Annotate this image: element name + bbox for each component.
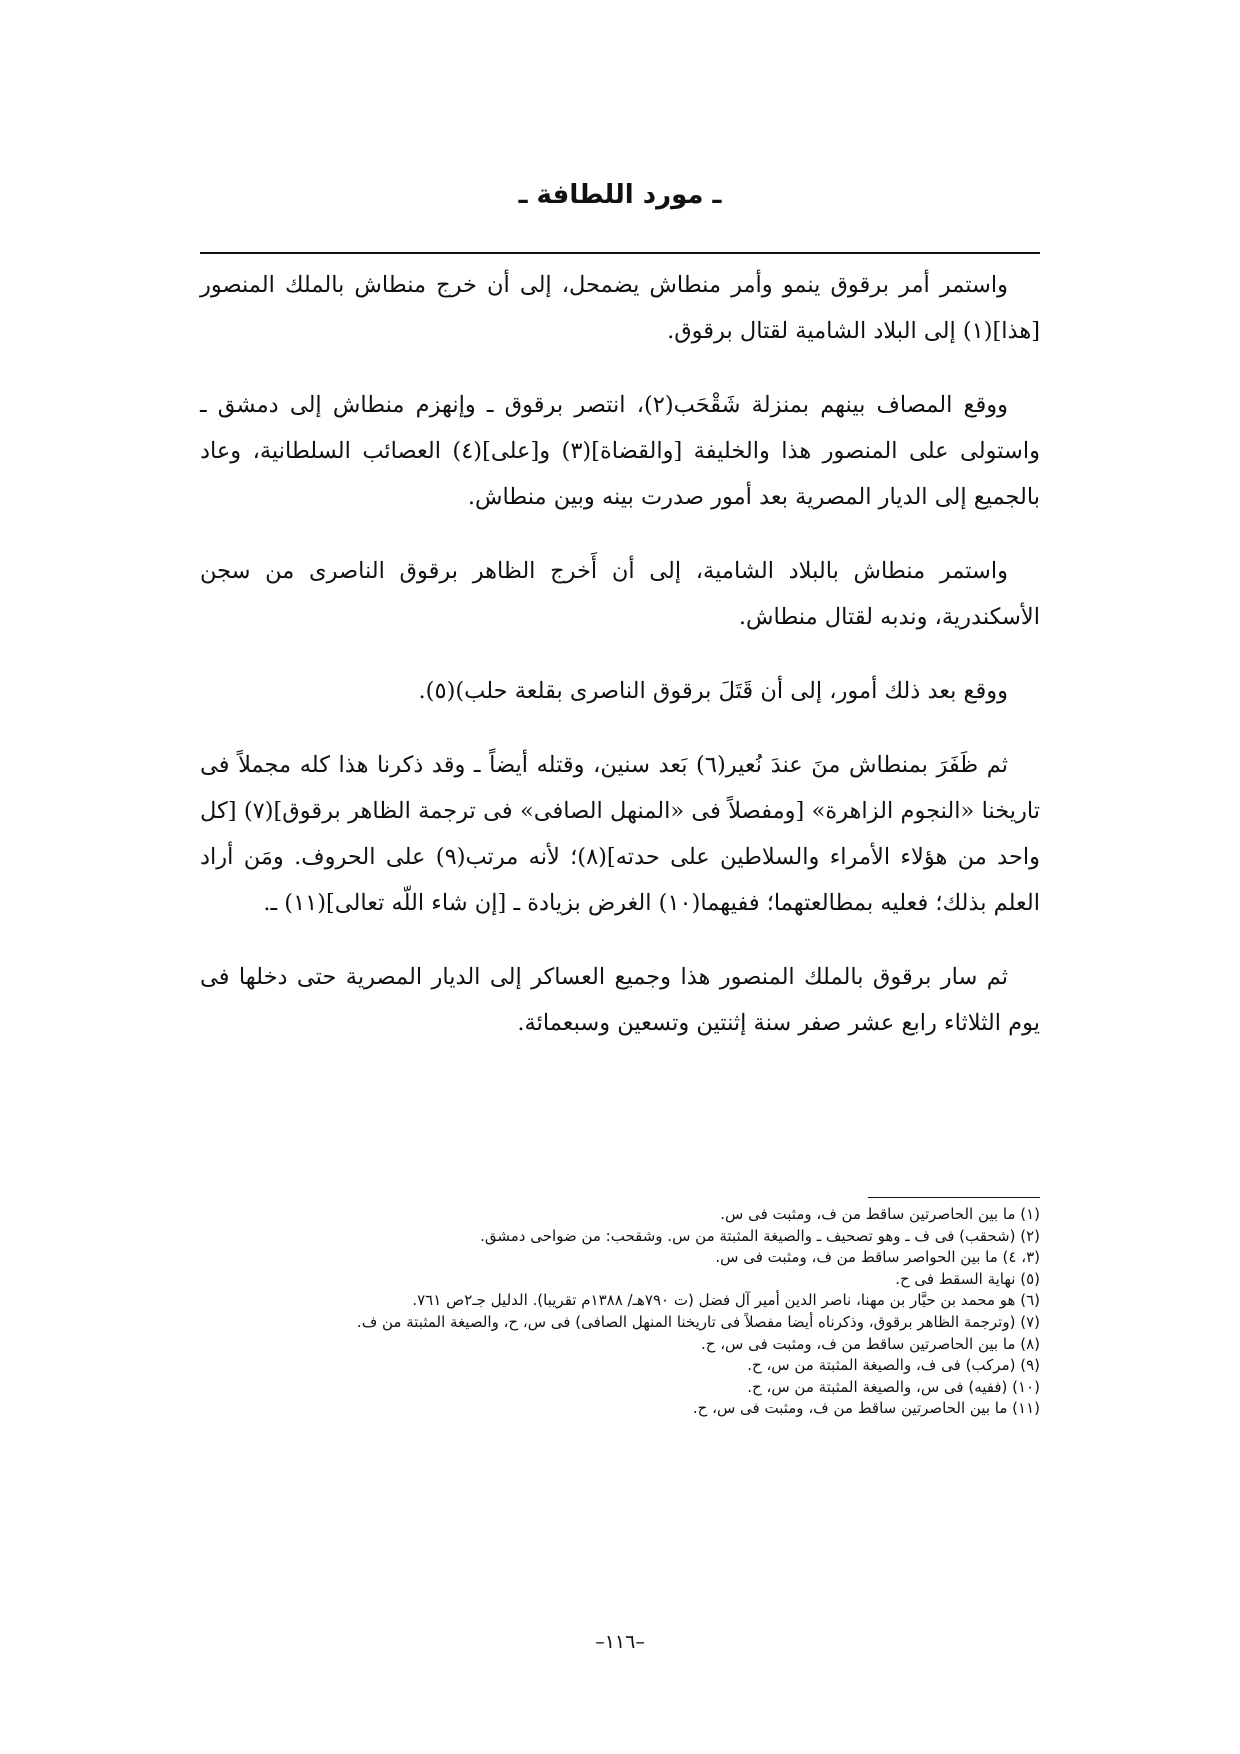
main-text: [200, 262, 1040, 1074]
footnote: (٨) ما بين الحاصرتين ساقط من ف، ومثبت فى س، ح.: [700, 1334, 1040, 1353]
footnote: (٥) نهاية السقط فى ح.: [895, 1269, 1040, 1288]
header-rule: [200, 252, 1040, 254]
paragraph: ووقع بعد ذلك أمور، إلى أن قَتَلَ برقوق الناصرى بقلعة حلب)(٥).: [418, 678, 1008, 704]
paragraph: واستمر أمر برقوق ينمو وأمر منطاش يضمحل، إلى أن خرج منطاش بالملك المنصور [هذا](١) إلى البلاد الشامية لقتال برقوق.: [200, 272, 1040, 344]
paragraph: ثم ظَفَرَ بمنطاش منَ عندَ نُعير(٦) بَعد سنين، وقتله أيضاً ـ وقد ذكرنا هذا كله مجملاً فى تاريخنا «النجوم الزاهرة» [ومفصلاً فى «المنهل الصافى» فى ترجمة الظاهر برقوق](٧) [كل واحد من هؤلاء الأمراء والسلاطين على حدته](٨)؛ لأنه مرتب(٩) على الحروف. ومَن أراد العلم بذلك؛ فعليه بمطالعتهما؛ ففيهما(١٠) الغرض بزيادة ـ [إن شاء اللّه تعالى](١١) ـ.: [200, 752, 1041, 916]
footnote: (٩) (مركب) فى ف، والصيغة المثبتة من س، ح.: [747, 1356, 1040, 1375]
paragraph: ثم سار برقوق بالملك المنصور هذا وجميع العساكر إلى الديار المصرية حتى دخلها فى يوم الثلاثاء رابع عشر صفر سنة إثنتين وتسعين وسبعمائة.: [200, 964, 1040, 1036]
footnote: (٦) هو محمد بن حيَّار بن مهنا، ناصر الدين أمير آل فضل (ت ٧٩٠هـ/ ١٣٨٨م تقريبا). الدليل جـ٢ص ٧٦١.: [412, 1291, 1040, 1310]
footnote: (١٠) (ففيه) فى س، والصيغة المثبتة من س، ح.: [747, 1377, 1040, 1396]
paragraph: ووقع المصاف بينهم بمنزلة شَقْحَب(٢)، انتصر برقوق ـ وإنهزم منطاش إلى دمشق ـ واستولى على المنصور هذا والخليفة [والقضاة](٣) و[على](٤) العصائب السلطانية، وعاد بالجميع إلى الديار المصرية بعد أمور صدرت بينه وبين منطاش.: [200, 392, 1040, 510]
footnote: (١١) ما بين الحاصرتين ساقط من ف، ومثبت فى س، ح.: [692, 1399, 1040, 1418]
page-number: –١١٦–: [595, 1631, 645, 1653]
footnotes: [200, 1204, 1040, 1420]
footnote: (٢) (شحقب) فى ف ـ وهو تصحيف ـ والصيغة المثبتة من س. وشقحب: من ضواحى دمشق.: [480, 1226, 1040, 1245]
footnote: (٧) (وترجمة الظاهر برقوق، وذكرناه أيضا مفصلاً فى تاريخنا المنهل الصافى) فى س، ح، والصيغة المثبتة من ف.: [356, 1312, 1040, 1331]
footnote: (٣، ٤) ما بين الحواصر ساقط من ف، ومثبت فى س.: [715, 1248, 1040, 1267]
paragraph: واستمر منطاش بالبلاد الشامية، إلى أن أَخرج الظاهر برقوق الناصرى من سجن الأسكندرية، وندبه لقتال منطاش.: [200, 558, 1040, 630]
footnote: (١) ما بين الحاصرتين ساقط من ف، ومثبت فى س.: [720, 1205, 1040, 1223]
running-header: ـ مورد اللطافة ـ: [518, 180, 722, 210]
footnote-separator: [868, 1197, 1040, 1198]
